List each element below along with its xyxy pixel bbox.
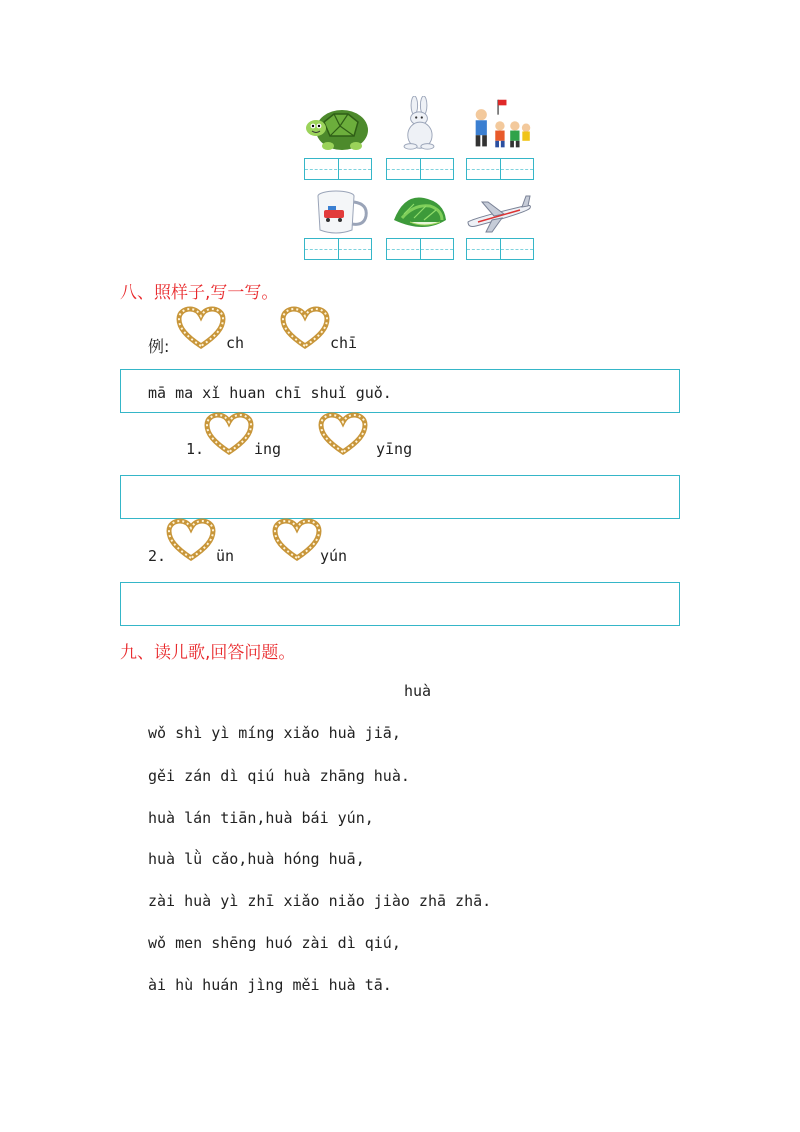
item-2-heart1-text: ün xyxy=(216,547,235,565)
item-1-heart2-text: yīng xyxy=(376,440,413,458)
poem-line: huà lán tiān,huà bái yún, xyxy=(148,809,374,827)
rabbit-image xyxy=(384,96,454,152)
children-with-flag-image xyxy=(464,96,534,152)
heart-icon xyxy=(280,306,330,350)
poem-line: zài huà yì zhī xiǎo niǎo jiào zhā zhā. xyxy=(148,892,492,910)
pinyin-box-turtle[interactable] xyxy=(304,158,372,180)
heart-icon xyxy=(204,412,254,456)
poem-title: huà xyxy=(404,682,432,700)
example-heart2-text: chī xyxy=(330,334,358,352)
cabbage-image xyxy=(384,184,454,240)
pinyin-box-cabbage[interactable] xyxy=(386,238,454,260)
example-sentence: mā ma xǐ huan chī shuǐ guǒ. xyxy=(148,384,392,402)
poem-line: wǒ shì yì míng xiǎo huà jiā, xyxy=(148,724,401,742)
heart-icon xyxy=(176,306,226,350)
heart-icon xyxy=(318,412,368,456)
airplane-image xyxy=(464,188,534,244)
item-2-answer-box[interactable] xyxy=(120,582,680,626)
cup-image xyxy=(306,184,376,240)
item-2-label: 2. xyxy=(148,547,167,565)
item-1-label: 1. xyxy=(186,440,205,458)
pinyin-box-rabbit[interactable] xyxy=(386,158,454,180)
turtle-image xyxy=(302,100,372,156)
item-1-heart1-text: ing xyxy=(254,440,282,458)
pinyin-box-airplane[interactable] xyxy=(466,238,534,260)
item-2-heart2-text: yún xyxy=(320,547,348,565)
pinyin-box-children[interactable] xyxy=(466,158,534,180)
poem-line: gěi zán dì qiú huà zhāng huà. xyxy=(148,767,410,785)
example-label: 例: xyxy=(148,337,170,356)
section-9-heading: 九、读儿歌,回答问题。 xyxy=(120,643,296,663)
heart-icon xyxy=(166,518,216,562)
poem-line: ài hù huán jìng měi huà tā. xyxy=(148,976,392,994)
pinyin-box-cup[interactable] xyxy=(304,238,372,260)
poem-line: wǒ men shēng huó zài dì qiú, xyxy=(148,934,401,952)
example-heart1-text: ch xyxy=(226,334,245,352)
poem-line: huà lǜ cǎo,huà hóng huā, xyxy=(148,850,365,868)
heart-icon xyxy=(272,518,322,562)
item-1-answer-box[interactable] xyxy=(120,475,680,519)
section-8-heading: 八、照样子,写一写。 xyxy=(120,283,279,303)
